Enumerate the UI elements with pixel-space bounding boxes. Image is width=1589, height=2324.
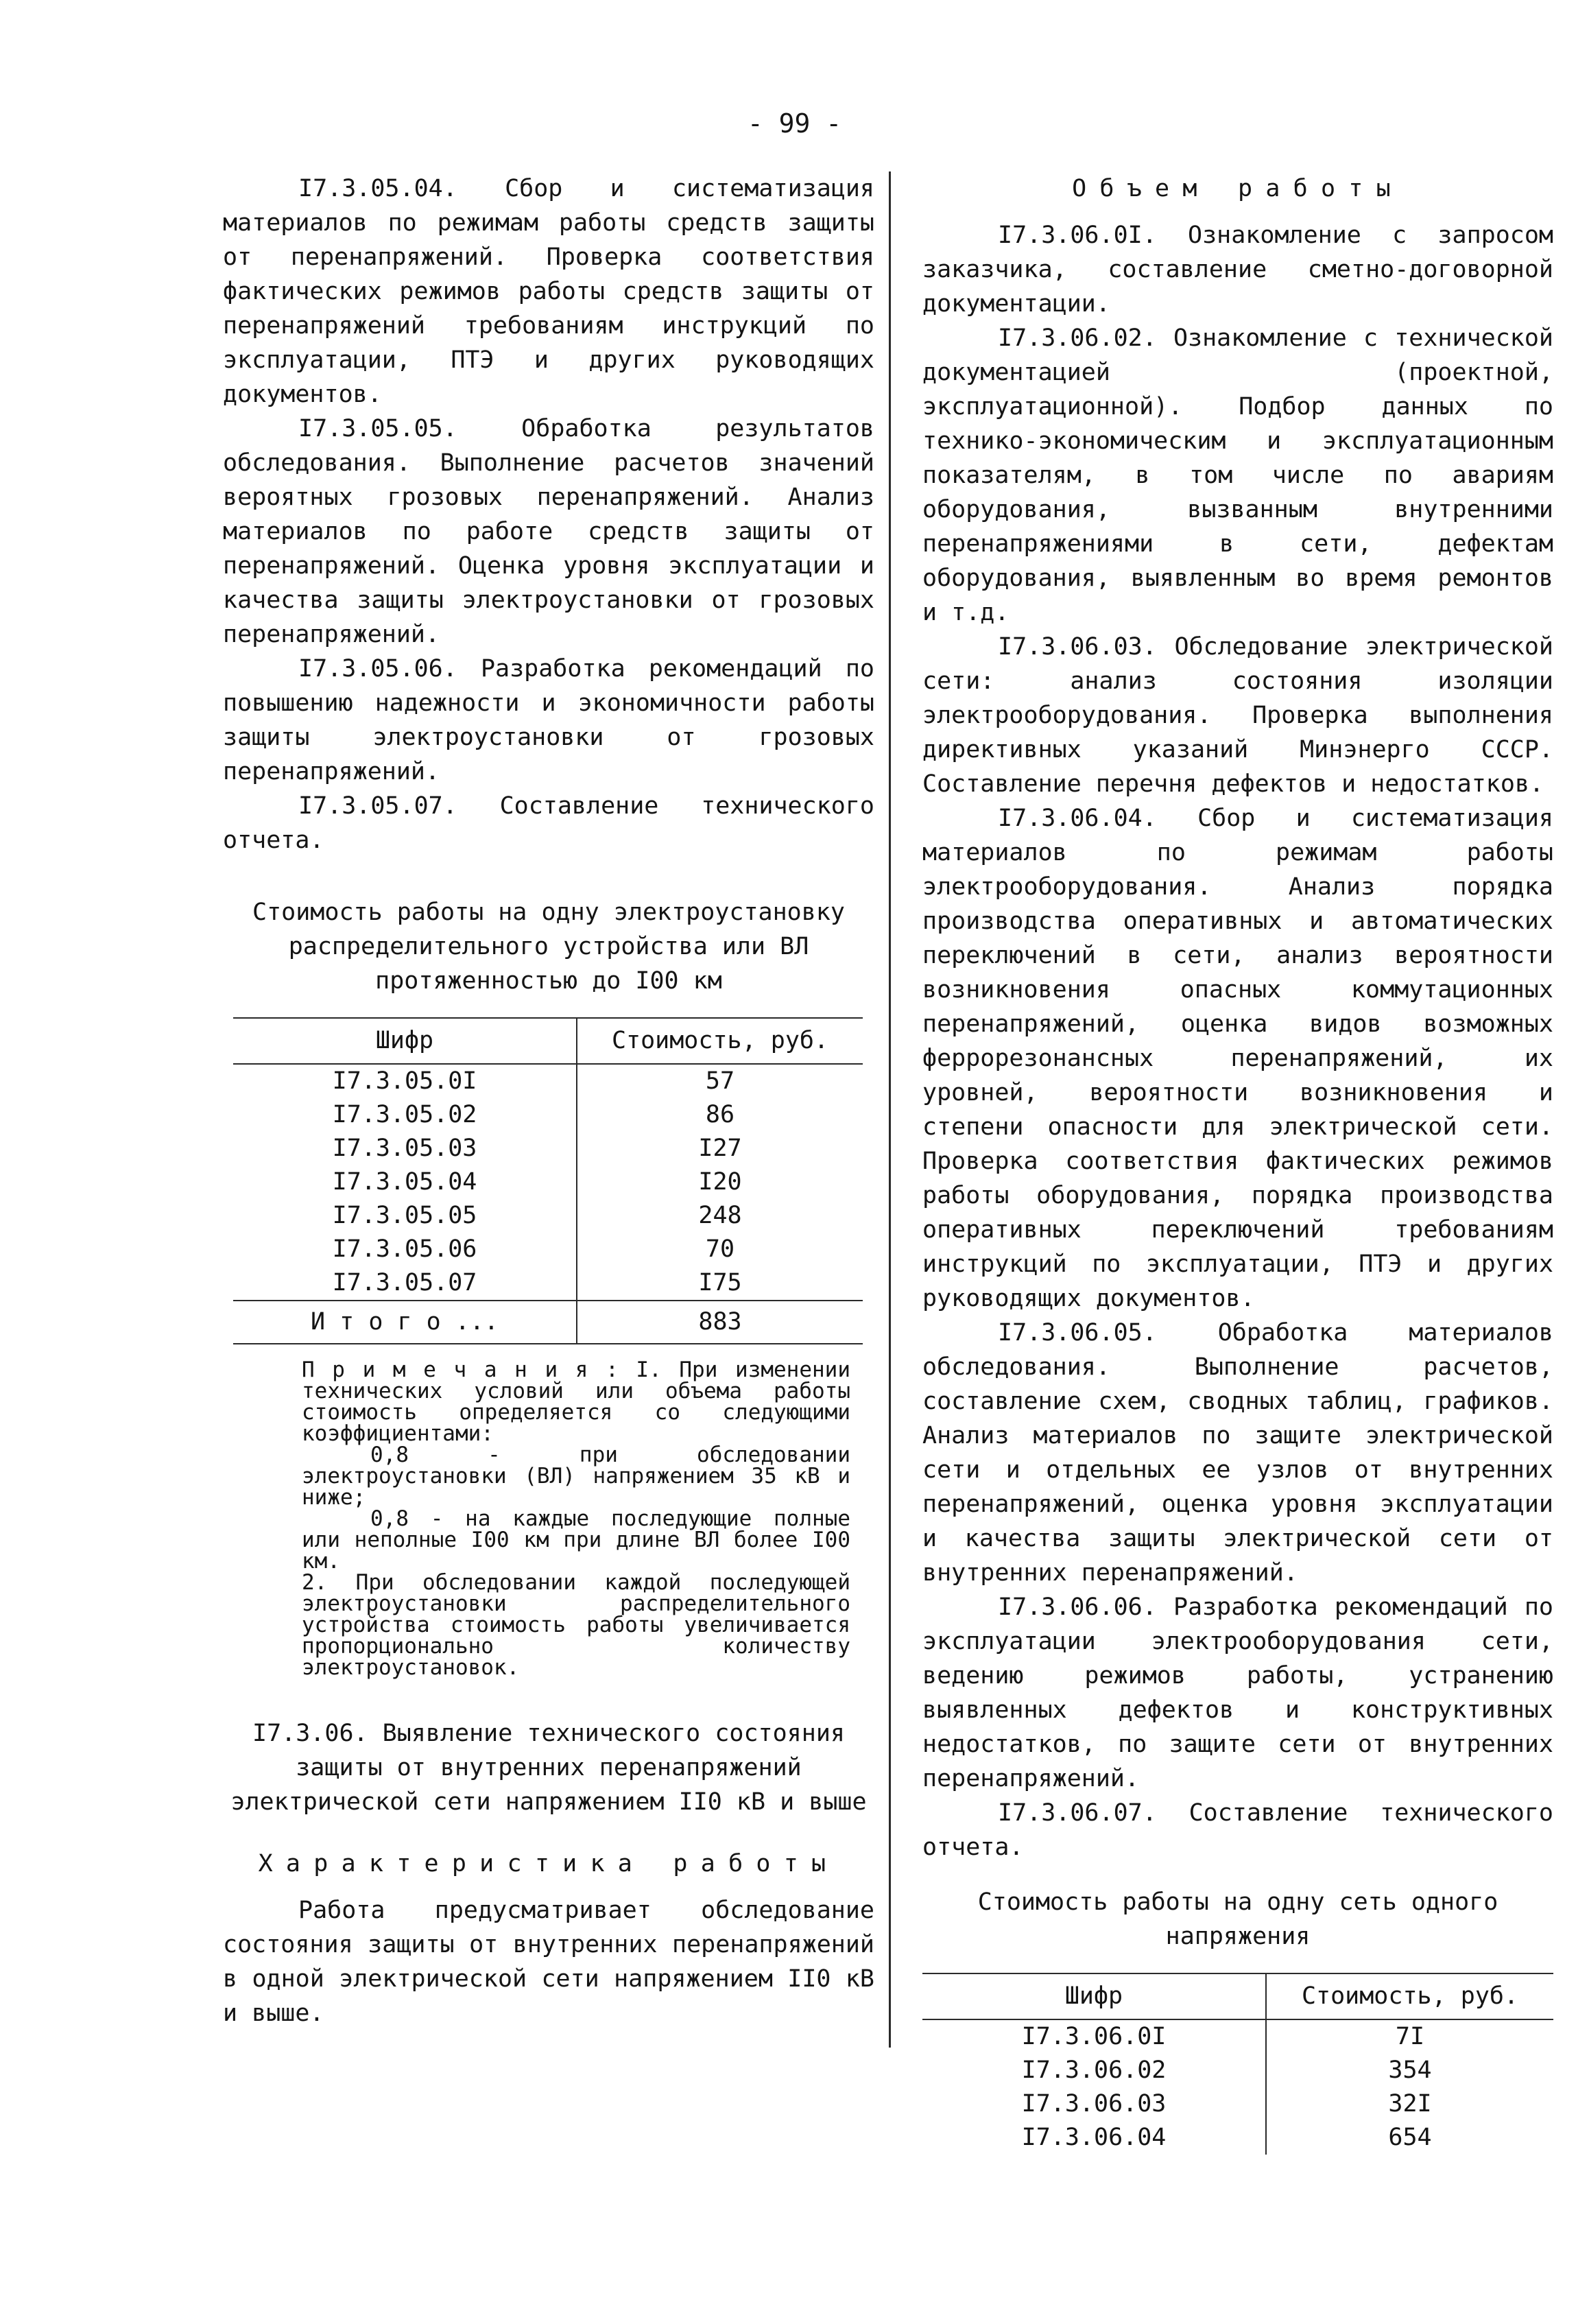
characteristic-text: Работа предусматривает обследование состояния защиты от внутренних перенапряжений в одной электрической сети напряжением II0 кВ и выше. — [223, 1897, 874, 2027]
table-row — [233, 1199, 863, 1233]
note-1a: 0,8 - при обследовании электроустановки (ВЛ) напряжением 35 кВ и ниже; — [302, 1443, 850, 1510]
row-cost: I27 — [577, 1132, 863, 1165]
table-row — [233, 1165, 863, 1199]
paragraph-17-3-05-06: I7.3.05.06. Разработка рекомендаций по повышению надежности и экономичности работы защиты электроустановки от грозовых перенапряжений. — [223, 655, 874, 785]
page-number: - 99 - — [747, 108, 842, 139]
paragraph-17-3-06-06: I7.3.06.06. Разработка рекомендаций по эксплуатации электрооборудования сети, ведению режимов работы, устранению выявленных дефектов и конструктивных недостатков, по защите сети от внутренних перенапряжений. — [922, 1593, 1553, 1792]
paragraph-17-3-06-07: I7.3.06.07. Составление технического отчета. — [922, 1799, 1553, 1861]
row-code: I7.3.06.04 — [1021, 2124, 1167, 2151]
paragraph-17-3-06-04: I7.3.06.04. Сбор и систематизация материалов по режимам работы электрооборудования. Анализ порядка производства оперативных и автоматических переключений в сети, анализ вероятности возникновения опасных коммутационных перенапряжений, оценка видов возможных феррорезонансных перенапряжений, их уровней, вероятности возникновения и степени опасности для электрической сети. Проверка соответствия фактических режимов работы оборудования, порядка производства оперативных переключений требованиям инструкций по эксплуатации, ПТЭ и других руководящих документов. — [922, 805, 1553, 1312]
right-column — [922, 171, 1553, 2155]
row-cost: I20 — [577, 1165, 863, 1199]
paragraph-17-3-05-07: I7.3.05.07. Составление технического отчета. — [223, 792, 874, 854]
left-column — [223, 171, 874, 2030]
row-code: I7.3.06.03 — [1021, 2090, 1167, 2118]
row-cost: 32I — [1266, 2087, 1553, 2121]
row-code: I7.3.05.05 — [332, 1202, 477, 1229]
row-cost: 86 — [577, 1098, 863, 1132]
table-caption-right: Стоимость работы на одну сеть одного напряжения — [977, 1888, 1498, 1950]
column-divider — [889, 171, 891, 2048]
total-value: 883 — [577, 1301, 863, 1344]
row-cost: 70 — [577, 1233, 863, 1266]
note-2: 2. При обследовании каждой последующей электроустановки распределительного устройства стоимость работы увеличивается пропорционально количеству электроустановок. — [302, 1570, 850, 1680]
total-label: И т о г о ... — [233, 1301, 577, 1344]
table-header-row — [922, 1973, 1553, 2019]
paragraph-17-3-06-02: I7.3.06.02. Ознакомление с технической документацией (проектной, эксплуатационной). Подбор данных по технико-экономическим и эксплуатационным показателям, в том числе по авариям оборудования, вызванным внутренними перенапряжениями в сети, дефектам оборудования, выявленным во время ремонтов и т.д. — [922, 324, 1553, 626]
paragraph-17-3-05-05: I7.3.05.05. Обработка результатов обследования. Выполнение расчетов значений вероятных грозовых перенапряжений. Анализ материалов по работе средств защиты от перенапряжений. Оценка уровня эксплуатации и качества защиты электроустановки от грозовых перенапряжений. — [223, 415, 874, 648]
table-header-row — [233, 1018, 863, 1064]
header-cost: Стоимость, руб. — [577, 1018, 863, 1064]
paragraph-17-3-06-03: I7.3.06.03. Обследование электрической сети: анализ состояния изоляции электрооборудования. Проверка выполнения директивных указаний Минэнерго СССР. Составление перечня дефектов и недостатков. — [922, 633, 1553, 798]
row-cost: 354 — [1266, 2054, 1553, 2087]
row-code: I7.3.05.02 — [332, 1101, 477, 1128]
section-title-17-3-06: I7.3.06. Выявление технического состояния защиты от внутренних перенапряжений электрической сети напряжением II0 кВ и выше — [230, 1720, 867, 1816]
table-row — [233, 1132, 863, 1165]
row-code: I7.3.05.0I — [332, 1067, 477, 1095]
table-row — [922, 2054, 1553, 2087]
paragraph-17-3-05-04: I7.3.05.04. Сбор и систематизация материалов по режимам работы средств защиты от перенапряжений. Проверка соответствия фактических режимов работы средств защиты от перенапряжений требованиям инструкций по эксплуатации, ПТЭ и других руководящих документов. — [223, 175, 874, 408]
table-row — [233, 1233, 863, 1266]
notes-block — [302, 1357, 850, 1680]
table-caption-left: Стоимость работы на одну электроустановку распределительного устройства или ВЛ протяженностью до I00 км — [252, 899, 845, 995]
header-cost: Стоимость, руб. — [1266, 1973, 1553, 2019]
table-row — [233, 1098, 863, 1132]
row-cost: 248 — [577, 1199, 863, 1233]
cost-table-left — [233, 1017, 863, 1344]
row-cost: 7I — [1266, 2019, 1553, 2054]
table-row — [922, 2087, 1553, 2121]
note-1: П р и м е ч а н и я : I. При изменении технических условий или объема работы стоимость определяется со следующими коэффициентами: — [302, 1357, 850, 1446]
total-row — [233, 1301, 863, 1344]
row-code: I7.3.06.02 — [1021, 2056, 1167, 2084]
row-cost: I75 — [577, 1266, 863, 1301]
row-cost: 654 — [1266, 2121, 1553, 2155]
table-row — [233, 1064, 863, 1098]
table-row — [922, 2121, 1553, 2155]
header-code: Шифр — [233, 1018, 577, 1064]
table-row — [922, 2019, 1553, 2054]
row-code: I7.3.05.06 — [332, 1235, 477, 1263]
row-code: I7.3.05.07 — [332, 1269, 477, 1296]
paragraph-17-3-06-01: I7.3.06.0I. Ознакомление с запросом заказчика, составление сметно-договорной документации. — [922, 222, 1553, 318]
cost-table-right — [922, 1973, 1553, 2155]
row-code: I7.3.05.03 — [332, 1135, 477, 1162]
table-row — [233, 1266, 863, 1301]
note-1b: 0,8 - на каждые последующие полные или неполные I00 км при длине ВЛ более I00 км. — [302, 1506, 850, 1574]
characteristic-heading: Характеристика работы — [258, 1850, 839, 1877]
row-cost: 57 — [577, 1064, 863, 1098]
row-code: I7.3.05.04 — [332, 1168, 477, 1196]
paragraph-17-3-06-05: I7.3.06.05. Обработка материалов обследования. Выполнение расчетов, составление схем, сводных таблиц, графиков. Анализ материалов по защите электрической сети и отдельных ее узлов от внутренних перенапряжений, оценка уровня эксплуатации и качества защиты электрической сети от внутренних перенапряжений. — [922, 1319, 1553, 1587]
row-code: I7.3.06.0I — [1021, 2023, 1167, 2050]
header-code: Шифр — [922, 1973, 1266, 2019]
scope-heading: Объем работы — [1072, 175, 1404, 202]
